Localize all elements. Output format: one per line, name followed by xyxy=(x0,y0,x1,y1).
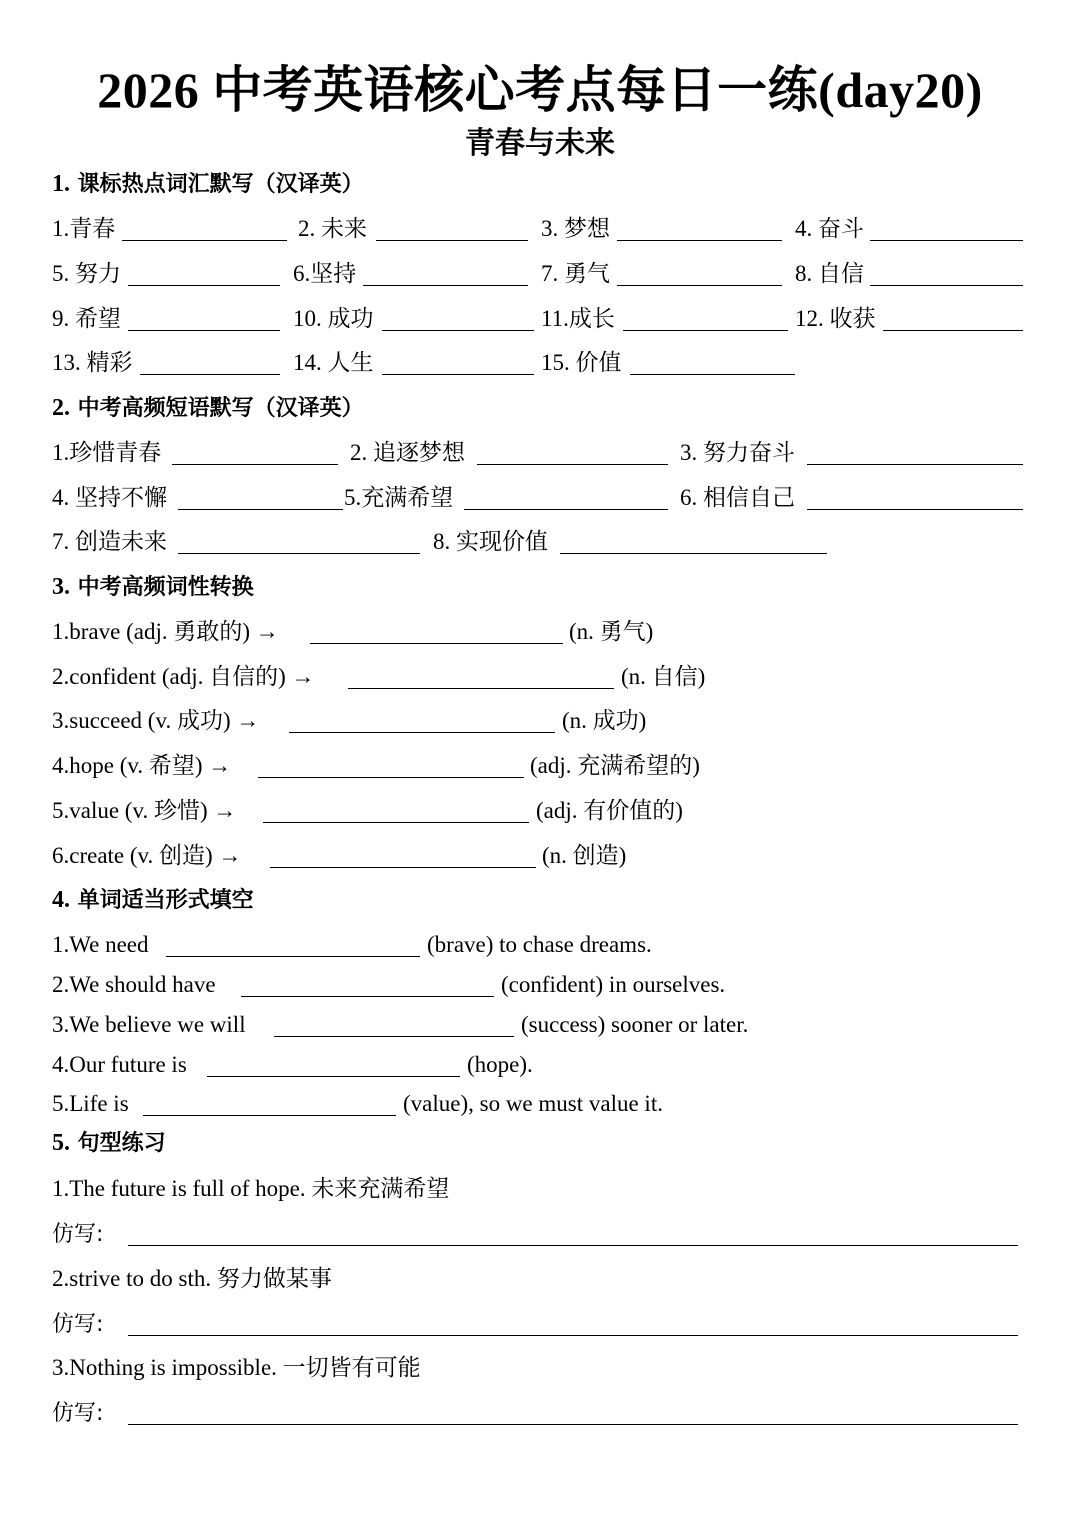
answer-blank[interactable] xyxy=(140,374,280,375)
word-form-hint: (n. 自信) xyxy=(621,664,706,689)
word-form-hint: (adj. 有价值的) xyxy=(536,798,683,823)
phrase-item: 5.充满希望 xyxy=(344,485,454,510)
phrase-item: 4. 坚持不懈 xyxy=(52,485,167,510)
answer-blank[interactable] xyxy=(274,1036,514,1037)
vocab-item: 12. 收获 xyxy=(795,306,876,331)
answer-blank[interactable] xyxy=(128,330,280,331)
fill-question: 3.We believe we will xyxy=(52,1012,246,1037)
section-number: 4. xyxy=(52,887,70,913)
vocab-item: 7. 勇气 xyxy=(541,261,610,286)
vocab-item: 8. 自信 xyxy=(795,261,864,286)
rewrite-label: 仿写: xyxy=(52,1401,104,1426)
fill-hint: (hope). xyxy=(467,1052,533,1077)
page-title: 2026 中考英语核心考点每日一练(day20) xyxy=(97,62,983,118)
rewrite-line[interactable] xyxy=(128,1245,1018,1246)
answer-blank[interactable] xyxy=(270,867,536,868)
word-form-question: 2.confident (adj. 自信的) → xyxy=(52,664,315,689)
answer-blank[interactable] xyxy=(870,240,1023,241)
page-subtitle: 青春与未来 xyxy=(465,126,615,161)
answer-blank[interactable] xyxy=(172,464,338,465)
answer-blank[interactable] xyxy=(560,553,827,554)
answer-blank[interactable] xyxy=(166,956,420,957)
answer-blank[interactable] xyxy=(870,285,1023,286)
word-form-hint: (adj. 充满希望的) xyxy=(530,753,700,778)
vocab-item: 2. 未来 xyxy=(298,216,367,241)
fill-question: 1.We need xyxy=(52,932,149,957)
phrase-item: 8. 实现价值 xyxy=(433,529,548,554)
section-title: 单词适当形式填空 xyxy=(77,888,254,913)
answer-blank[interactable] xyxy=(289,732,555,733)
rewrite-label: 仿写: xyxy=(52,1222,104,1247)
answer-blank[interactable] xyxy=(617,285,782,286)
answer-blank[interactable] xyxy=(382,330,534,331)
fill-hint: (success) sooner or later. xyxy=(521,1012,749,1037)
section-5-heading xyxy=(52,1127,166,1160)
answer-blank[interactable] xyxy=(363,285,528,286)
vocab-item: 4. 奋斗 xyxy=(795,216,864,241)
fill-hint: (confident) in ourselves. xyxy=(501,972,726,997)
sentence-model: 1.The future is full of hope. 未来充满希望 xyxy=(52,1176,450,1201)
answer-blank[interactable] xyxy=(382,374,534,375)
phrase-item: 3. 努力奋斗 xyxy=(680,440,795,465)
vocab-item: 14. 人生 xyxy=(293,350,374,375)
vocab-item: 5. 努力 xyxy=(52,261,121,286)
fill-question: 2.We should have xyxy=(52,972,216,997)
rewrite-line[interactable] xyxy=(128,1335,1018,1336)
answer-blank[interactable] xyxy=(310,643,563,644)
word-form-hint: (n. 创造) xyxy=(542,843,627,868)
answer-blank[interactable] xyxy=(122,240,287,241)
section-title: 中考高频短语默写（汉译英） xyxy=(77,396,364,421)
sentence-model: 2.strive to do sth. 努力做某事 xyxy=(52,1266,332,1291)
section-3-heading xyxy=(52,571,254,604)
vocab-item: 1.青春 xyxy=(52,216,116,241)
answer-blank[interactable] xyxy=(617,240,782,241)
answer-blank[interactable] xyxy=(464,509,668,510)
answer-blank[interactable] xyxy=(263,822,529,823)
section-4-heading xyxy=(52,884,254,917)
word-form-question: 4.hope (v. 希望) → xyxy=(52,753,232,778)
vocab-item: 9. 希望 xyxy=(52,306,121,331)
answer-blank[interactable] xyxy=(807,509,1023,510)
answer-blank[interactable] xyxy=(143,1115,396,1116)
answer-blank[interactable] xyxy=(258,777,524,778)
word-form-hint: (n. 成功) xyxy=(562,708,647,733)
section-2-heading xyxy=(52,392,364,425)
section-number: 2. xyxy=(52,395,70,421)
vocab-item: 13. 精彩 xyxy=(52,350,133,375)
answer-blank[interactable] xyxy=(630,374,795,375)
answer-blank[interactable] xyxy=(376,240,528,241)
fill-question: 4.Our future is xyxy=(52,1052,187,1077)
section-1-heading xyxy=(52,168,364,201)
answer-blank[interactable] xyxy=(883,330,1023,331)
answer-blank[interactable] xyxy=(348,688,614,689)
answer-blank[interactable] xyxy=(128,285,280,286)
sentence-model: 3.Nothing is impossible. 一切皆有可能 xyxy=(52,1355,421,1380)
rewrite-label: 仿写: xyxy=(52,1312,104,1337)
section-title: 中考高频词性转换 xyxy=(77,575,254,600)
phrase-item: 1.珍惜青春 xyxy=(52,440,162,465)
answer-blank[interactable] xyxy=(178,553,420,554)
vocab-item: 11.成长 xyxy=(541,306,615,331)
section-title: 句型练习 xyxy=(77,1131,166,1156)
word-form-hint: (n. 勇气) xyxy=(569,619,654,644)
phrase-item: 6. 相信自己 xyxy=(680,485,795,510)
vocab-item: 3. 梦想 xyxy=(541,216,610,241)
section-number: 5. xyxy=(52,1130,70,1156)
section-number: 3. xyxy=(52,574,70,600)
fill-question: 5.Life is xyxy=(52,1091,129,1116)
word-form-question: 5.value (v. 珍惜) → xyxy=(52,798,237,823)
phrase-item: 2. 追逐梦想 xyxy=(350,440,465,465)
answer-blank[interactable] xyxy=(807,464,1023,465)
vocab-item: 6.坚持 xyxy=(293,261,357,286)
answer-blank[interactable] xyxy=(207,1076,460,1077)
fill-hint: (value), so we must value it. xyxy=(403,1091,663,1116)
section-title: 课标热点词汇默写（汉译英） xyxy=(77,172,364,197)
answer-blank[interactable] xyxy=(178,509,343,510)
answer-blank[interactable] xyxy=(623,330,788,331)
word-form-question: 6.create (v. 创造) → xyxy=(52,843,242,868)
answer-blank[interactable] xyxy=(241,996,494,997)
vocab-item: 15. 价值 xyxy=(541,350,622,375)
vocab-item: 10. 成功 xyxy=(293,306,374,331)
rewrite-line[interactable] xyxy=(128,1424,1018,1425)
answer-blank[interactable] xyxy=(477,464,668,465)
word-form-question: 3.succeed (v. 成功) → xyxy=(52,708,260,733)
section-number: 1. xyxy=(52,171,70,197)
phrase-item: 7. 创造未来 xyxy=(52,529,167,554)
word-form-question: 1.brave (adj. 勇敢的) → xyxy=(52,619,279,644)
fill-hint: (brave) to chase dreams. xyxy=(427,932,652,957)
